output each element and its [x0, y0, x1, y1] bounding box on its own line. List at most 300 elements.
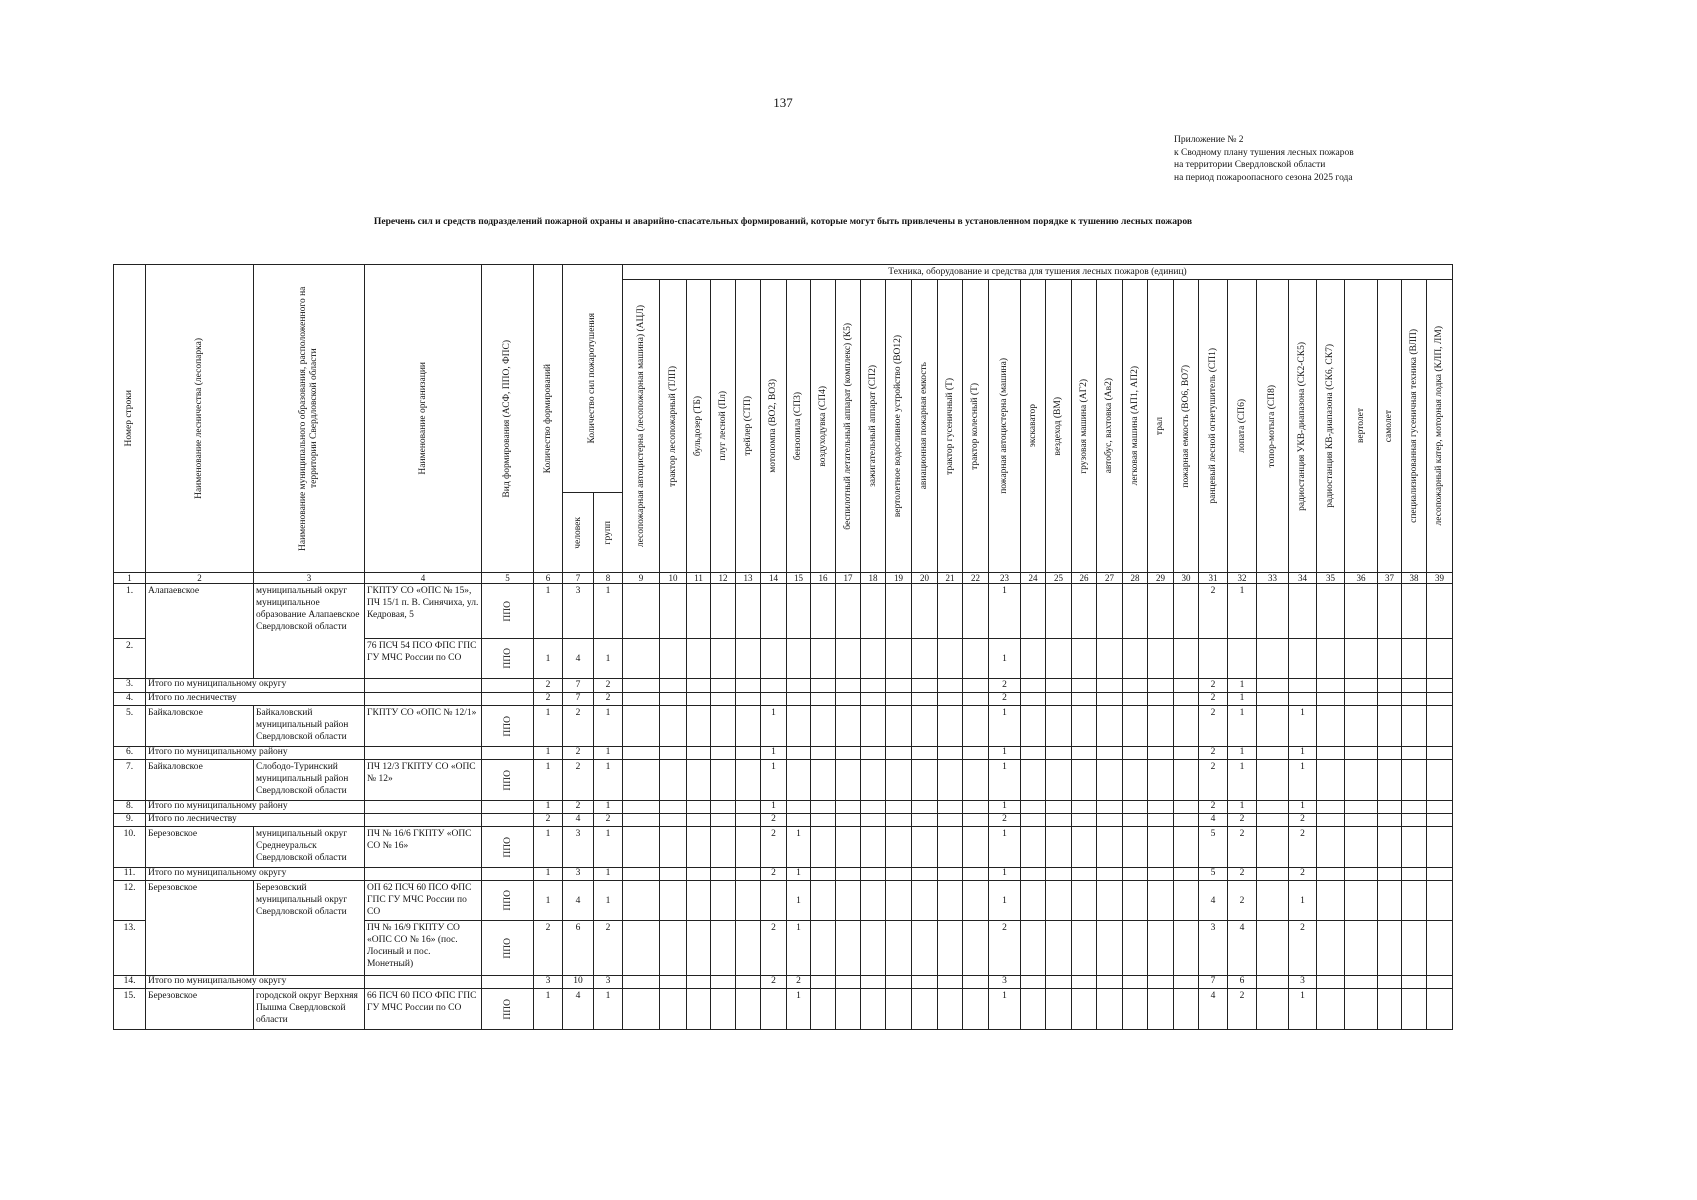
column-number-text: 11 [694, 573, 703, 583]
value-cell [836, 989, 861, 1030]
header-col-36 [1345, 280, 1378, 573]
value-cell [886, 989, 912, 1030]
value-cell-text: 4 [575, 895, 581, 906]
appendix-line: на территории Свердловской области [1174, 160, 1326, 171]
header-col-16-text: воздуходувка (СП4) [817, 385, 828, 467]
value-cell [811, 639, 836, 679]
value-cell [534, 693, 563, 706]
value-cell-text: 2 [605, 923, 611, 933]
value-cell-text: 7 [1210, 976, 1216, 986]
value-cell [1199, 814, 1228, 827]
value-cell [1199, 679, 1228, 693]
value-cell [1123, 679, 1148, 693]
value-cell [1402, 868, 1427, 881]
value-cell [787, 747, 811, 760]
appendix-line: Приложение № 2 [1174, 135, 1244, 145]
value-cell [1174, 827, 1199, 868]
value-cell [1257, 868, 1289, 881]
value-cell [594, 976, 623, 989]
value-cell-text: 7 [575, 679, 581, 690]
value-cell [811, 679, 836, 693]
value-cell [1345, 868, 1378, 881]
value-cell [1427, 976, 1453, 989]
value-cell [1345, 679, 1378, 693]
column-number-text: 10 [668, 573, 678, 583]
value-cell [1199, 989, 1228, 1030]
row-total-label-text: Итого по муниципальному округу [148, 976, 287, 986]
row-total-label [146, 868, 365, 881]
value-cell-text: 2 [545, 814, 551, 824]
organization-cell [365, 868, 482, 881]
value-cell-text: 1 [1002, 708, 1007, 718]
value-cell [811, 989, 836, 1030]
value-cell-text: 1 [1239, 762, 1245, 772]
value-cell-text: 2 [1300, 814, 1305, 824]
municipality-cell [254, 989, 365, 1030]
header-col-34-text: радиостанция УКВ-диапазона (СК2-СК5) [1297, 341, 1307, 511]
value-cell [787, 827, 811, 868]
row-number-cell-text: 2. [125, 641, 134, 651]
value-cell [938, 706, 963, 747]
value-cell-text: 1 [1002, 586, 1007, 596]
value-cell [1402, 639, 1427, 679]
organization-cell [365, 693, 482, 706]
value-cell [811, 584, 836, 639]
value-cell-text: 1 [1002, 991, 1007, 1001]
value-cell [1021, 760, 1046, 801]
forces-table [113, 264, 1453, 1030]
value-cell [1046, 584, 1072, 639]
value-cell [761, 814, 787, 827]
header-col-16 [811, 280, 836, 573]
value-cell [1123, 760, 1148, 801]
value-cell-text: 4 [1210, 895, 1216, 906]
row-number-cell [114, 881, 146, 921]
value-cell [761, 584, 787, 639]
value-cell [886, 706, 912, 747]
value-cell [594, 827, 623, 868]
value-cell-text: 1 [545, 829, 551, 839]
row-number-cell [114, 989, 146, 1030]
value-cell-text: 1 [771, 801, 776, 811]
value-cell-text: 1 [1239, 708, 1245, 718]
column-number-text: 9 [638, 573, 644, 583]
value-cell [1257, 814, 1289, 827]
value-cell-text: 1 [545, 801, 551, 811]
value-cell-text: 2 [1210, 679, 1216, 690]
value-cell [811, 814, 836, 827]
value-cell [660, 584, 687, 639]
value-cell [687, 584, 711, 639]
value-cell [1021, 639, 1046, 679]
value-cell [1097, 693, 1123, 706]
value-cell [594, 814, 623, 827]
value-cell-text: 2 [1210, 586, 1216, 596]
value-cell [1345, 881, 1378, 921]
row-number-cell [114, 921, 146, 976]
value-cell [623, 760, 660, 801]
header-col-9-text: лесопожарная автоцистерна (лесопожарная машина) (АЦЛ) [635, 304, 646, 548]
value-cell-text: 2 [1002, 923, 1007, 933]
value-cell [1378, 881, 1402, 921]
value-cell [836, 814, 861, 827]
value-cell [1257, 881, 1289, 921]
value-cell [1174, 679, 1199, 693]
value-cell-text: 2 [771, 976, 776, 986]
header-col-18-text: зажигательный аппарат (СП2) [867, 365, 878, 487]
value-cell [736, 747, 761, 760]
municipality-cell-text: муниципальный округ Среднеуральск Свердловской области [256, 829, 348, 863]
municipality-cell [254, 760, 365, 801]
column-number [761, 573, 787, 584]
value-cell-text: 1 [1300, 895, 1305, 906]
value-cell-text: 1 [545, 868, 551, 878]
value-cell [660, 921, 687, 976]
value-cell [1174, 976, 1199, 989]
value-cell [886, 976, 912, 989]
column-number-text: 4 [420, 573, 426, 583]
value-cell [1148, 814, 1174, 827]
value-cell [623, 881, 660, 921]
column-number [534, 573, 563, 584]
value-cell-text: 1 [545, 586, 551, 596]
value-cell [1148, 989, 1174, 1030]
formation-type-cell-text: ППО [502, 937, 513, 959]
value-cell-text: 1 [1002, 895, 1007, 906]
forestry-cell-text: Березовское [148, 991, 198, 1001]
organization-cell [365, 760, 482, 801]
value-cell [1378, 989, 1402, 1030]
value-cell [1427, 989, 1453, 1030]
value-cell [1257, 679, 1289, 693]
formation-type-cell [482, 584, 534, 639]
value-cell [912, 868, 938, 881]
value-cell [1228, 706, 1257, 747]
value-cell [861, 989, 886, 1030]
value-cell [660, 706, 687, 747]
value-cell [623, 706, 660, 747]
value-cell [563, 679, 594, 693]
header-col-6-text: Количество формирований [542, 363, 553, 474]
value-cell [1402, 814, 1427, 827]
header-col-35 [1317, 280, 1345, 573]
forestry-cell-text: Алапаевское [148, 586, 200, 596]
value-cell [836, 881, 861, 921]
header-col-9 [623, 280, 660, 573]
header-col-4 [365, 265, 482, 573]
value-cell [1174, 921, 1199, 976]
value-cell [1289, 760, 1317, 801]
value-cell [963, 827, 989, 868]
value-cell [963, 881, 989, 921]
value-cell [534, 706, 563, 747]
value-cell-text: 3 [605, 976, 611, 986]
value-cell [1174, 747, 1199, 760]
value-cell [912, 679, 938, 693]
value-cell [623, 801, 660, 814]
column-number [912, 573, 938, 584]
value-cell [534, 760, 563, 801]
value-cell [811, 760, 836, 801]
column-number-text: 32 [1237, 573, 1247, 583]
value-cell [1174, 706, 1199, 747]
value-cell [1123, 814, 1148, 827]
header-col-10 [660, 280, 687, 573]
value-cell-text: 1 [1002, 801, 1007, 811]
header-col-11 [687, 280, 711, 573]
value-cell [623, 814, 660, 827]
column-number-text: 7 [575, 573, 581, 583]
value-cell [1345, 921, 1378, 976]
value-cell [1148, 881, 1174, 921]
header-col-22-text: трактор колесный (Т) [970, 382, 980, 470]
value-cell [594, 921, 623, 976]
column-number-text: 16 [818, 573, 828, 583]
row-number-cell [114, 693, 146, 706]
value-cell-text: 1 [796, 829, 801, 839]
header-col-2 [146, 265, 254, 573]
forestry-cell-text: Байкаловское [148, 762, 203, 772]
value-cell [1123, 827, 1148, 868]
value-cell [1289, 639, 1317, 679]
value-cell [1289, 747, 1317, 760]
value-cell [1046, 639, 1072, 679]
value-cell [1072, 814, 1097, 827]
value-cell [711, 760, 736, 801]
value-cell [687, 989, 711, 1030]
value-cell [1228, 639, 1257, 679]
value-cell [711, 921, 736, 976]
value-cell [563, 693, 594, 706]
header-col-31-text: ранцевый лесной огнетушитель (СП1) [1207, 348, 1218, 504]
value-cell [886, 814, 912, 827]
value-cell [811, 976, 836, 989]
column-number-text: 15 [794, 573, 803, 583]
value-cell [1072, 976, 1097, 989]
header-col-32-text: лопата (СП6) [1236, 399, 1247, 453]
value-cell [563, 801, 594, 814]
value-cell [861, 827, 886, 868]
value-cell-text: 6 [575, 923, 581, 933]
header-col-31 [1199, 280, 1228, 573]
formation-type-cell [482, 801, 534, 814]
value-cell [1317, 881, 1345, 921]
value-cell [1021, 706, 1046, 747]
value-cell [1072, 584, 1097, 639]
value-cell-text: 2 [545, 923, 551, 933]
column-number [1199, 573, 1228, 584]
value-cell [963, 976, 989, 989]
value-cell [836, 584, 861, 639]
value-cell [711, 706, 736, 747]
value-cell-text: 1 [605, 991, 611, 1001]
value-cell-text: 2 [1239, 814, 1245, 824]
organization-cell-text: ГКПТУ СО «ОПС № 15», ПЧ 15/1 п. В. Синячиха, ул. Кедровая, 5 [367, 586, 479, 620]
value-cell [761, 679, 787, 693]
municipality-cell [254, 706, 365, 747]
header-col-3-text: Наименование муниципального образования, расположенного на территории Свердловской области [298, 286, 319, 551]
value-cell [1317, 989, 1345, 1030]
value-cell-text: 1 [1239, 586, 1245, 596]
value-cell [687, 881, 711, 921]
value-cell [886, 747, 912, 760]
value-cell [787, 989, 811, 1030]
value-cell [1289, 679, 1317, 693]
value-cell [736, 921, 761, 976]
header-col-13-text: трейлер (СТП) [742, 396, 753, 456]
value-cell [1402, 706, 1427, 747]
value-cell [1289, 921, 1317, 976]
value-cell [811, 881, 836, 921]
value-cell [1289, 584, 1317, 639]
value-cell-text: 1 [796, 895, 801, 906]
value-cell [861, 706, 886, 747]
value-cell-text: 1 [605, 801, 611, 811]
value-cell [811, 921, 836, 976]
value-cell [787, 868, 811, 881]
value-cell-text: 3 [1210, 923, 1216, 933]
value-cell [886, 881, 912, 921]
municipality-cell-text: Байкаловский муниципальный район Свердловской области [256, 708, 349, 742]
column-number [886, 573, 912, 584]
value-cell [761, 706, 787, 747]
row-number-cell [114, 760, 146, 801]
value-cell [963, 584, 989, 639]
value-cell [761, 693, 787, 706]
column-number [736, 573, 761, 584]
value-cell [711, 693, 736, 706]
value-cell-text: 1 [605, 829, 611, 839]
value-cell-text: 2 [1239, 895, 1245, 906]
value-cell [1289, 801, 1317, 814]
value-cell [1021, 881, 1046, 921]
value-cell [1021, 989, 1046, 1030]
value-cell [736, 976, 761, 989]
value-cell [660, 868, 687, 881]
value-cell [1317, 868, 1345, 881]
forestry-cell [146, 881, 254, 976]
value-cell [1046, 747, 1072, 760]
value-cell-text: 2 [1210, 708, 1216, 718]
value-cell [687, 679, 711, 693]
value-cell-text: 3 [1300, 976, 1305, 986]
value-cell [1289, 881, 1317, 921]
value-cell [861, 639, 886, 679]
value-cell [811, 801, 836, 814]
value-cell [1199, 760, 1228, 801]
value-cell [1378, 693, 1402, 706]
header-col-34 [1289, 280, 1317, 573]
value-cell [912, 801, 938, 814]
organization-cell [365, 584, 482, 639]
value-cell [1345, 827, 1378, 868]
row-number-cell-text: 14. [123, 976, 136, 986]
header-col-3 [254, 265, 365, 573]
value-cell [938, 976, 963, 989]
header-col-39-text: лесопожарный катер, моторная лодка (КЛП, ЛМ) [1434, 326, 1444, 526]
column-number [365, 573, 482, 584]
value-cell [1427, 584, 1453, 639]
value-cell [886, 693, 912, 706]
value-cell [1097, 976, 1123, 989]
value-cell [1427, 881, 1453, 921]
value-cell [687, 827, 711, 868]
value-cell-text: 2 [1002, 693, 1007, 703]
column-number-text: 14 [769, 573, 778, 583]
document-title: Перечень сил и средств подразделений пожарной охраны и аварийно-спасательных формирований, которые могут быть привлечены в установленном порядке к тушению лесных пожаров [373, 216, 1193, 227]
value-cell [989, 989, 1021, 1030]
value-cell [1402, 827, 1427, 868]
value-cell-text: 2 [771, 829, 776, 839]
organization-cell [365, 921, 482, 976]
column-number [660, 573, 687, 584]
formation-type-cell [482, 976, 534, 989]
value-cell [563, 868, 594, 881]
value-cell [594, 693, 623, 706]
value-cell [989, 639, 1021, 679]
value-cell [1199, 801, 1228, 814]
column-number-text: 1 [127, 573, 132, 583]
value-cell [886, 679, 912, 693]
value-cell [1289, 706, 1317, 747]
municipality-cell-text: муниципальный округ муниципальное образование Алапаевское Свердловской области [256, 586, 360, 632]
value-cell [1199, 747, 1228, 760]
column-number-text: 39 [1435, 573, 1444, 583]
value-cell-text: 1 [605, 586, 611, 596]
row-number-cell [114, 584, 146, 639]
value-cell [938, 989, 963, 1030]
value-cell [938, 747, 963, 760]
value-cell [1199, 868, 1228, 881]
value-cell [711, 801, 736, 814]
value-cell [938, 693, 963, 706]
value-cell [1317, 693, 1345, 706]
value-cell [1021, 976, 1046, 989]
header-col-25 [1046, 280, 1072, 573]
value-cell-text: 1 [545, 895, 551, 906]
header-forces-text: Количество сил пожаротушения [587, 313, 597, 444]
value-cell-text: 1 [605, 895, 611, 906]
value-cell [963, 639, 989, 679]
value-cell-text: 1 [545, 653, 551, 664]
column-number-text: 17 [843, 573, 853, 583]
row-total-label [146, 814, 365, 827]
column-number [861, 573, 886, 584]
header-col-27-text: автобус, вахтовка (Ав2) [1104, 378, 1114, 474]
header-col-14-text: мотопомпа (ВО2, ВО3) [768, 379, 778, 473]
value-cell [534, 921, 563, 976]
value-cell [912, 693, 938, 706]
column-number-text: 28 [1130, 573, 1140, 583]
value-cell [1072, 693, 1097, 706]
value-cell [660, 801, 687, 814]
municipality-cell-text: городской округ Верхняя Пышма Свердловской области [256, 991, 358, 1025]
row-number-cell [114, 814, 146, 827]
value-cell [687, 693, 711, 706]
value-cell-text: 4 [575, 991, 581, 1001]
column-number-text: 19 [894, 573, 903, 583]
value-cell [1072, 801, 1097, 814]
header-col-15 [787, 280, 811, 573]
value-cell [761, 639, 787, 679]
column-number [1427, 573, 1453, 584]
value-cell [1123, 881, 1148, 921]
value-cell [1289, 976, 1317, 989]
header-col-10-text: трактор лесопожарный (ТЛП) [667, 365, 678, 487]
value-cell [963, 706, 989, 747]
value-cell [623, 639, 660, 679]
value-cell [534, 639, 563, 679]
